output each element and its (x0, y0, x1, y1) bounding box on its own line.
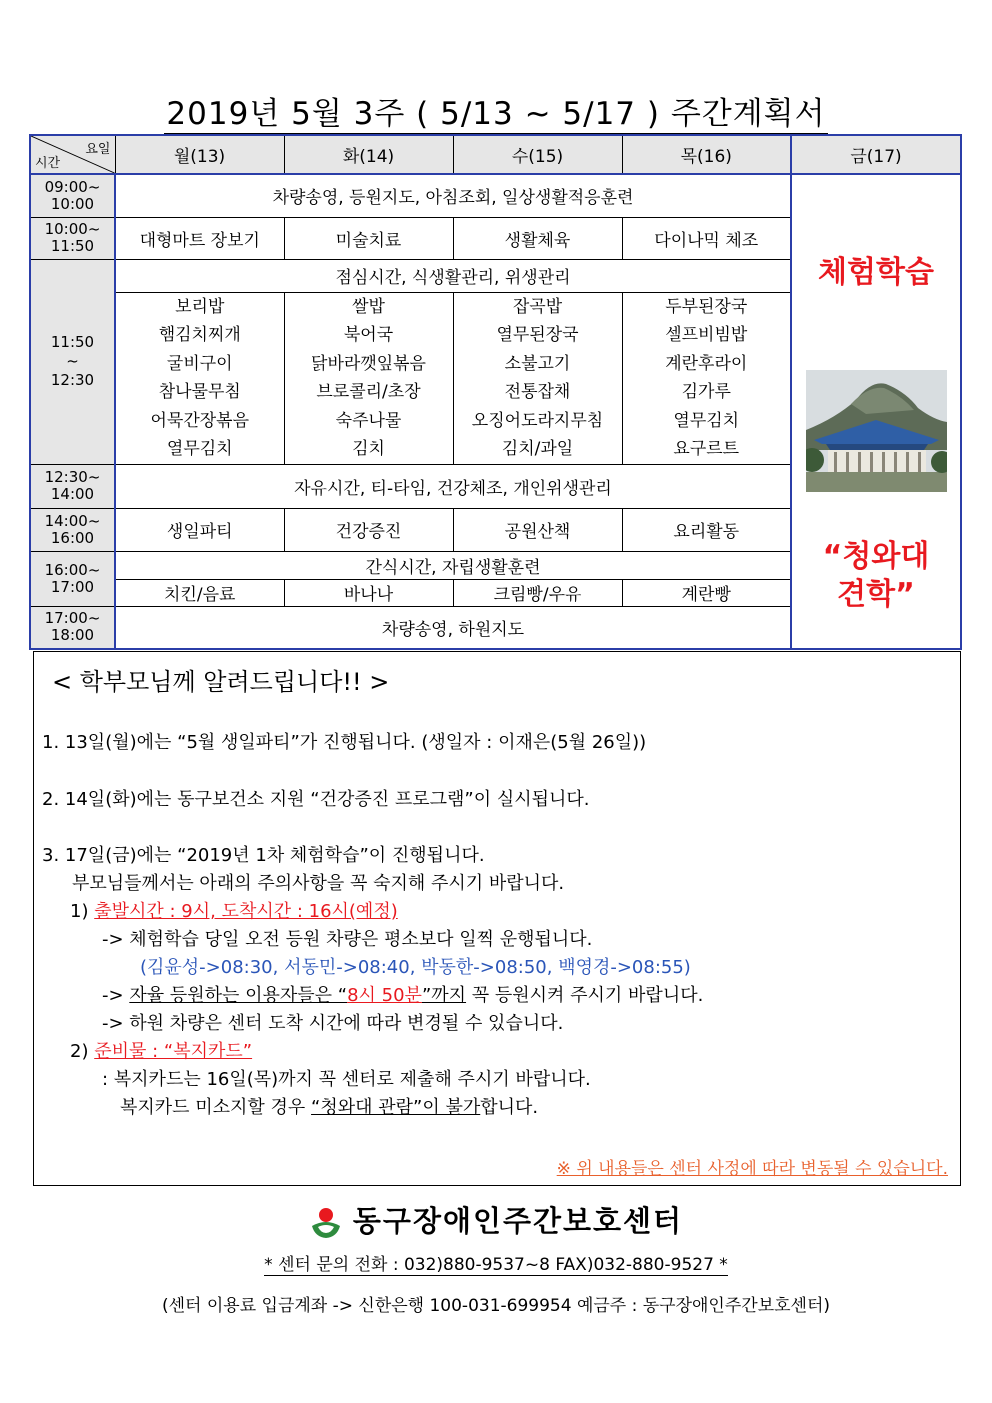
sub-2-number: 2) (70, 1041, 89, 1062)
visit-label-line-2: 견학” (837, 577, 915, 612)
corner-day-label: 요일 (85, 142, 111, 157)
corner-cell (30, 135, 115, 174)
snack-cell: 치킨/음료 (115, 579, 284, 606)
activity-cell: 다이나믹 체조 (622, 217, 791, 259)
notice-sub-2b (120, 1093, 538, 1119)
day-header-mon: 월(13) (115, 135, 284, 174)
activity-cell: 차량송영, 하원지도 (115, 606, 791, 649)
activity-cell: 건강증진 (284, 508, 453, 551)
blue-house-visit-label (792, 538, 960, 614)
self-arrival-time: 8시 50분 (347, 985, 422, 1006)
page-title: 2019년 5월 3주 ( 5/13 ~ 5/17 ) 주간계획서 (0, 88, 992, 133)
activity-cell: 공원산책 (453, 508, 622, 551)
activity-cell: 차량송영, 등원지도, 아침조회, 일상생활적응훈련 (115, 174, 791, 217)
notice-sub-1c (102, 981, 703, 1007)
activity-cell: 생활체육 (453, 217, 622, 259)
lunch-title-cell: 점심시간, 식생활관리, 위생관리 (115, 259, 791, 292)
corner-time-label: 시간 (35, 156, 61, 171)
time-cell: 10:00~ 11:50 (30, 217, 115, 259)
contact-text: * 센터 문의 전화 : 032)880-9537~8 FAX)032-880-9527 * (264, 1255, 728, 1275)
activity-cell: 자유시간, 티-타임, 건강체조, 개인위생관리 (115, 464, 791, 508)
header-row (30, 135, 961, 174)
activity-cell: 요리활동 (622, 508, 791, 551)
table-row (30, 174, 961, 217)
snack-cell: 바나나 (284, 579, 453, 606)
day-header-wed: 수(15) (453, 135, 622, 174)
card-missing-tail: 합니다. (480, 1097, 539, 1118)
time-cell: 17:00~ 18:00 (30, 606, 115, 649)
account-line: (센터 이용료 입금계좌 -> 신한은행 100-031-699954 예금주 : 동구장애인주간보호센터) (161, 1296, 831, 1316)
time-cell: 12:30~ 14:00 (30, 464, 115, 508)
notice-heading: < 학부모님께 알려드립니다!! > (52, 668, 390, 696)
center-logo-icon (309, 1206, 343, 1240)
notice-sub-1d: -> 하원 차량은 센터 도착 시간에 따라 변경될 수 있습니다. (102, 1013, 564, 1034)
notice-sub-1 (70, 897, 398, 923)
contact-line (0, 1250, 992, 1275)
notice-item-3: 3. 17일(금)에는 “2019년 1차 체험학습”이 진행됩니다. (42, 845, 485, 866)
self-arrival-until: ”까지 (421, 985, 467, 1006)
activity-cell: 대형마트 장보기 (115, 217, 284, 259)
day-header-thu: 목(16) (622, 135, 791, 174)
notice-sub-2 (70, 1037, 252, 1063)
snack-title-cell: 간식시간, 자립생활훈련 (115, 551, 791, 579)
activity-cell: 생일파티 (115, 508, 284, 551)
arrow-prefix: -> (102, 985, 130, 1006)
notice-item-3-sub: 부모님들께서는 아래의 주의사항을 꼭 숙지해 주시기 바랍니다. (72, 873, 565, 894)
required-item: 준비물 : “복지카드” (94, 1041, 253, 1062)
menu-cell: 잡곡밥 열무된장국 소불고기 전통잡채 오징어도라지무침 김치/과일 (453, 292, 622, 464)
time-cell: 11:50 ~ 12:30 (30, 259, 115, 464)
self-arrival-tail: 꼭 등원시켜 주시기 바랍니다. (466, 985, 704, 1006)
departure-arrival-time: 출발시간 : 9시, 도착시간 : 16시(예정) (94, 901, 398, 922)
sub-1-number: 1) (70, 901, 89, 922)
pickup-times: (김윤성->08:30, 서동민->08:40, 박동한->08:50, 백영경->08:55) (140, 957, 691, 978)
friday-cell (791, 174, 961, 649)
weekly-schedule-table (29, 134, 962, 650)
time-cell: 09:00~ 10:00 (30, 174, 115, 217)
blue-house-photo (806, 370, 947, 492)
time-cell: 14:00~ 16:00 (30, 508, 115, 551)
time-cell: 16:00~ 17:00 (30, 551, 115, 606)
parent-notice-box (33, 651, 961, 1186)
notice-disclaimer: ※ 위 내용들은 센터 사정에 따라 변동될 수 있습니다. (556, 1159, 948, 1179)
notice-item-1: 1. 13일(월)에는 “5월 생일파티”가 진행됩니다. (생일자 : 이재은(5월 26일)) (42, 732, 647, 753)
menu-cell: 보리밥 햄김치찌개 굴비구이 참나물무침 어묵간장볶음 열무김치 (115, 292, 284, 464)
day-header-tue: 화(14) (284, 135, 453, 174)
menu-cell: 두부된장국 셀프비빔밥 계란후라이 김가루 열무김치 요구르트 (622, 292, 791, 464)
snack-cell: 계란빵 (622, 579, 791, 606)
self-arrival-text: 자율 등원하는 이용자들은 “ (129, 985, 348, 1006)
activity-cell: 미술치료 (284, 217, 453, 259)
notice-sub-1a: -> 체험학습 당일 오전 등원 차량은 평소보다 일찍 운행됩니다. (102, 929, 593, 950)
center-name-text: 동구장애인주간보호센터 (352, 1204, 684, 1238)
notice-item-2: 2. 14일(화)에는 동구보건소 지원 “건강증진 프로그램”이 실시됩니다. (42, 789, 590, 810)
center-name (0, 1199, 992, 1240)
notice-sub-2a: : 복지카드는 16일(목)까지 꼭 센터로 제출해 주시기 바랍니다. (102, 1069, 591, 1090)
field-trip-label: 체험학습 (818, 255, 934, 290)
menu-cell: 쌀밥 북어국 닭바라깻잎볶음 브로콜리/초장 숙주나물 김치 (284, 292, 453, 464)
visit-unavailable: “청와대 관람”이 불가 (311, 1097, 481, 1118)
snack-cell: 크림빵/우유 (453, 579, 622, 606)
visit-label-line-1: “청와대 (822, 539, 930, 574)
day-header-fri: 금(17) (791, 135, 961, 174)
card-missing-text: 복지카드 미소지할 경우 (120, 1097, 312, 1118)
